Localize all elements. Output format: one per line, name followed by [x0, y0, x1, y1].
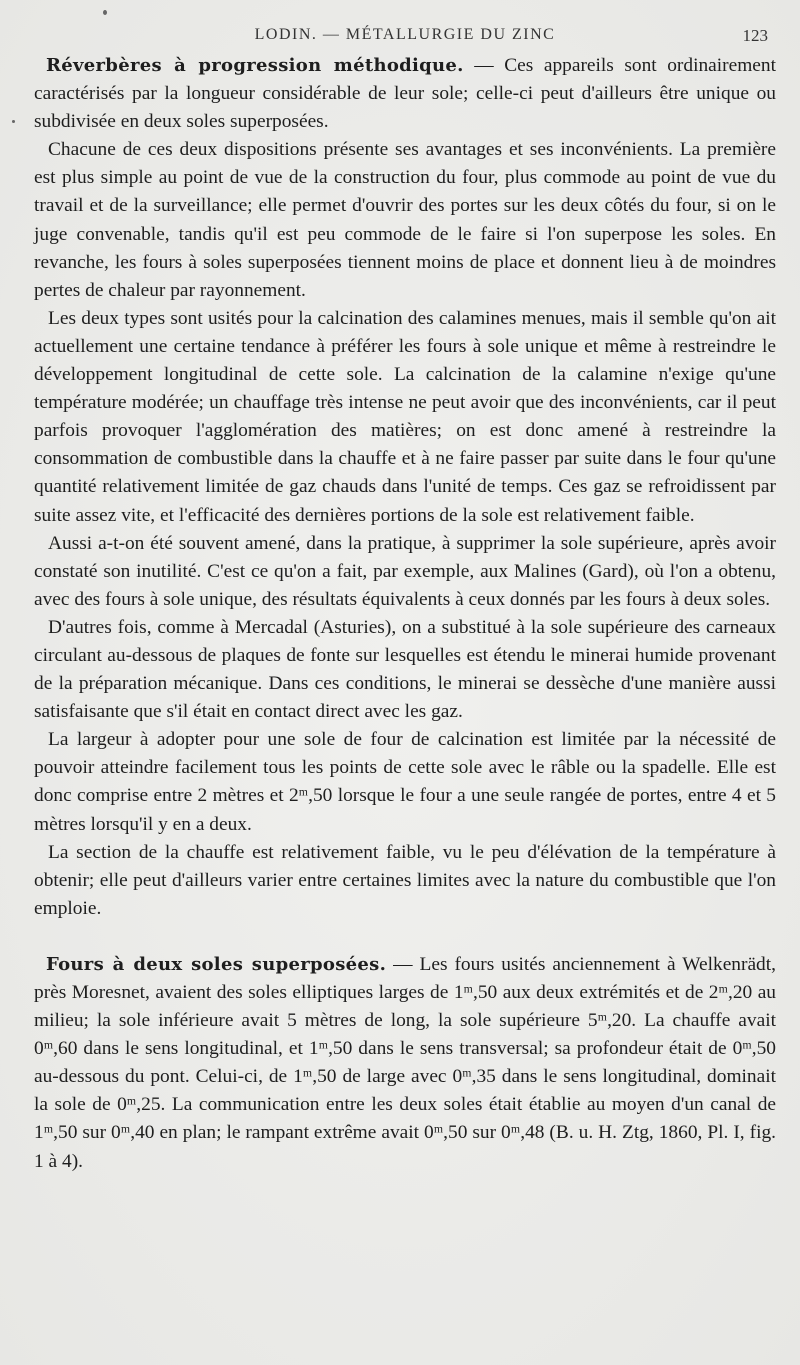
section-reverberes [34, 52, 776, 923]
speck [12, 120, 15, 123]
paragraph [34, 951, 776, 1176]
section-heading: Fours à deux soles superposées. [46, 953, 387, 975]
paragraph: La largeur à adopter pour une sole de four de calcination est limitée par la nécessité de pouvoir atteindre facilement tous les points de cette sole avec le râble ou la spadelle. Elle est donc comprise entre 2 mètres et 2ᵐ,50 lorsque le four a une seule rangée de portes, entre 4 et 5 mètres lorsqu'il y en a deux. [34, 729, 776, 835]
paragraph: Chacune de ces deux dispositions présente ses avantages et ses inconvénients. La première est plus simple au point de vue de la construction du four, plus commode au point de vue du travail et de la surveillance; elle permet d'ouvrir des portes sur les deux côtés du four, si on le juge convenable, tandis qu'il est peu commode de le faire si l'on superpose les soles. En revanche, les fours à soles superposées tiennent moins de place et donnent lieu à de moindres pertes de chaleur par rayonnement. [34, 139, 776, 301]
paragraph [34, 52, 776, 136]
section-heading: Réverbères à progression méthodique. [46, 55, 464, 76]
paragraph: La section de la chauffe est relativement faible, vu le peu d'élévation de la température à obtenir; elle peut d'ailleurs varier entre certaines limites avec la nature du combustible que l'on emploie. [34, 841, 776, 919]
page-number: 123 [742, 26, 768, 45]
paragraph: Aussi a-t-on été souvent amené, dans la pratique, à supprimer la sole supérieure, après avoir constaté son inutilité. C'est ce qu'on a fait, par exemple, aux Malines (Gard), où l'on a obtenu, avec des fours à sole unique, des résultats équivalents à ceux donnés par les fours à deux soles. [34, 532, 776, 610]
paragraph-text: — Les fours usités anciennement à Welkenrädt, près Moresnet, avaient des soles elliptiques larges de 1ᵐ,50 aux deux extrémités et de 2ᵐ,20 au milieu; la sole inférieure avait 5 mètres de long, la sole supérieure 5ᵐ,20. La chauffe avait 0ᵐ,60 dans le sens longitudinal, et 1ᵐ,50 dans le sens transversal; sa profondeur était de 0ᵐ,50 au-dessous du pont. Celui-ci, de 1ᵐ,50 de large avec 0ᵐ,35 dans le sens longitudinal, dominait la sole de 0ᵐ,25. La communication entre les deux soles était établie au moyen d'un canal de 1ᵐ,50 sur 0ᵐ,40 en plan; le rampant extrême avait 0ᵐ,50 sur 0ᵐ,48 (B. u. H. Ztg, 1860, Pl. I, fig. 1 à 4). [34, 953, 776, 1172]
section-fours-deux-soles [34, 951, 776, 1176]
speck [103, 10, 107, 15]
running-title: LODIN. — MÉTALLURGIE DU ZINC [254, 26, 556, 43]
paragraph: Les deux types sont usités pour la calcination des calamines menues, mais il semble qu'on ait actuellement une certaine tendance à préférer les fours à sole unique et même à restreindre le développement longitudinal de cette sole. La calcination de la calamine n'exige qu'une température modérée; un chauffage très intense ne peut avoir que des inconvénients, car il peut parfois provoquer l'agglomération des matières; on est donc amené à restreindre la consommation de combustible dans la chauffe et à ne faire passer par suite dans le four qu'une quantité relativement limitée de gaz chauds dans l'unité de temps. Ces gaz se refroidissent par suite assez vite, et l'efficacité des dernières portions de la sole est relativement faible. [34, 307, 776, 526]
running-head [34, 22, 776, 52]
paragraph-text: — Ces appareils sont ordinairement caractérisés par la longueur considérable de leur sole; celle-ci peut d'ailleurs être unique ou subdivisée en deux soles superposées. [34, 55, 776, 133]
paragraph: D'autres fois, comme à Mercadal (Asturies), on a substitué à la sole supérieure des carneaux circulant au-dessous de plaques de fonte sur lesquelles est étendu le minerai humide provenant de la préparation mécanique. Dans ces conditions, le minerai se dessèche d'une manière aussi satisfaisante que s'il était en contact direct avec les gaz. [34, 616, 776, 723]
